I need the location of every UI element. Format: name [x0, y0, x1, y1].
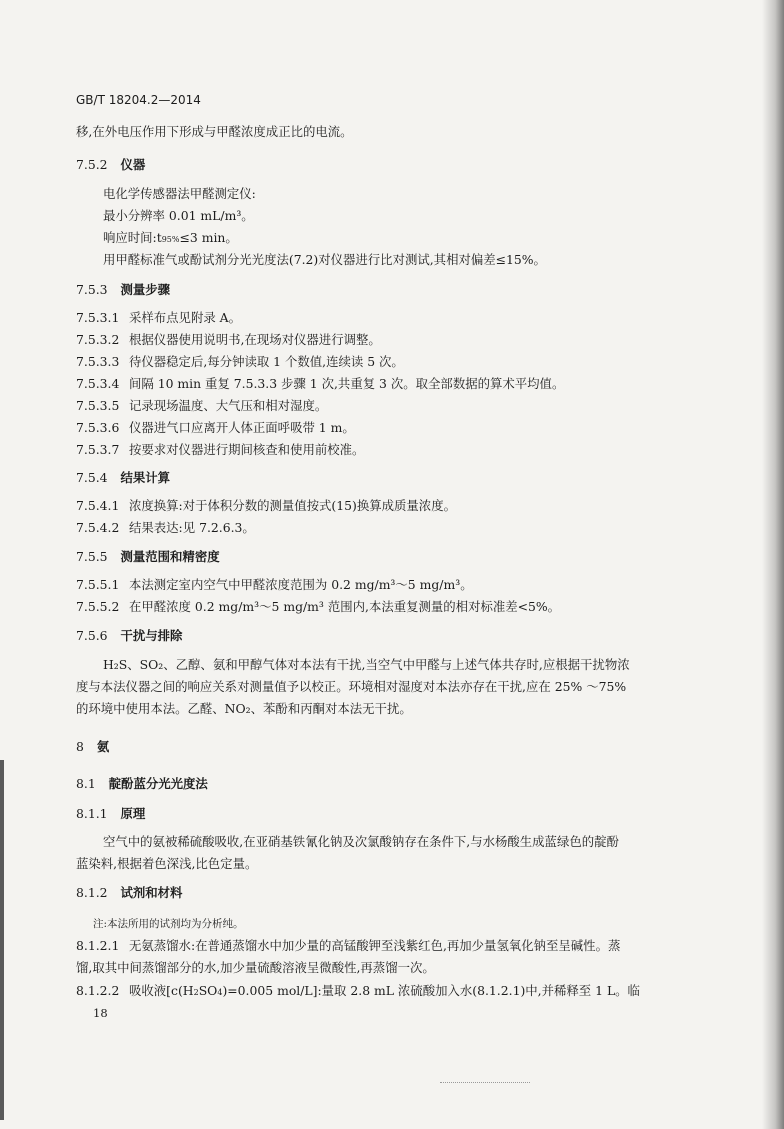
clause-text-part: SO [198, 983, 218, 998]
chapter-8-heading [76, 739, 109, 755]
clause-number: 7.5.4.1 [76, 498, 120, 513]
clause-number: 7.5.3.1 [76, 310, 120, 325]
clause-text: 根据仪器使用说明书,在现场对仪器进行调整。 [129, 332, 381, 347]
clause-7-5-3-3 [76, 354, 404, 370]
paragraph-line: 电化学传感器法甲醛测定仪: [103, 186, 256, 201]
clause-number: 8.1.2.2 [76, 983, 120, 998]
clause-text: 按要求对仪器进行期间核查和使用前校准。 [129, 442, 365, 457]
section-number: 7.5.6 [76, 628, 108, 643]
clause-7-5-3-6 [76, 420, 355, 436]
section-7-5-6-heading [76, 628, 182, 644]
subscript: 95% [161, 235, 180, 244]
clause-number: 7.5.5.1 [76, 577, 120, 592]
clause-text: 仪器进气口应离开人体正面呼吸带 1 m。 [129, 420, 355, 435]
paragraph-line: 馏,取其中间蒸馏部分的水,加少量硫酸溶液呈微酸性,再蒸馏一次。 [76, 960, 435, 975]
clause-number: 7.5.4.2 [76, 520, 120, 535]
section-title: 测量范围和精密度 [120, 549, 220, 564]
clause-7-5-3-1 [76, 310, 241, 326]
section-title: 氨 [96, 739, 110, 754]
clause-text: 在甲醛浓度 0.2 mg/m³～5 mg/m³ 范围内,本法重复测量的相对标准差<5%。 [129, 599, 561, 614]
section-number: 7.5.2 [76, 157, 108, 172]
paragraph-line: 蓝染料,根据着色深浅,比色定量。 [76, 856, 258, 871]
section-8-1-1-heading [76, 806, 145, 822]
subscript: 2 [193, 988, 199, 997]
section-number: 8 [76, 739, 84, 754]
response-time-value: ≤3 min。 [179, 230, 238, 245]
clause-7-5-3-5 [76, 398, 327, 414]
clause-7-5-5-1 [76, 577, 473, 593]
clause-number: 7.5.3.3 [76, 354, 120, 369]
paragraph-line: 度与本法仪器之间的响应关系对测量值予以校正。环境相对湿度对本法亦存在干扰,应在 25% ～75% [76, 679, 627, 694]
clause-8-1-2-1 [76, 938, 620, 954]
clause-text: 采样布点见附录 A。 [129, 310, 242, 325]
clause-text-part: 吸收液[c(H [129, 983, 194, 998]
section-number: 7.5.4 [76, 470, 108, 485]
response-time-label: 响应时间:t [103, 230, 162, 245]
clause-8-1-2-2 [76, 983, 640, 1001]
section-7-5-3-heading [76, 282, 170, 298]
clause-7-5-3-7 [76, 442, 364, 458]
clause-7-5-3-2 [76, 332, 381, 348]
section-number: 7.5.5 [76, 549, 108, 564]
clause-number: 8.1.2.1 [76, 938, 120, 953]
clause-7-5-4-1 [76, 498, 456, 514]
section-title: 结果计算 [120, 470, 171, 485]
clause-text: 本法测定室内空气中甲醛浓度范围为 0.2 mg/m³～5 mg/m³。 [129, 577, 473, 592]
paragraph-line: 的环境中使用本法。乙醛、NO₂、苯酚和丙酮对本法无干扰。 [76, 701, 412, 716]
section-title: 干扰与排除 [120, 628, 183, 643]
clause-text: 浓度换算:对于体积分数的测量值按式(15)换算成质量浓度。 [129, 498, 456, 513]
page-number: 18 [93, 1006, 108, 1020]
clause-text: 无氨蒸馏水:在普通蒸馏水中加少量的高锰酸钾至浅紫红色,再加少量氢氧化钠至呈碱性。蒸 [129, 938, 621, 953]
section-7-5-2-heading [76, 157, 145, 173]
section-number: 8.1 [76, 776, 96, 791]
section-title: 测量步骤 [120, 282, 171, 297]
clause-number: 7.5.3.5 [76, 398, 120, 413]
section-number: 8.1.1 [76, 806, 108, 821]
section-title: 原理 [120, 806, 146, 821]
response-time-line [103, 230, 238, 248]
clause-7-5-3-4 [76, 376, 564, 392]
section-title: 试剂和材料 [120, 885, 183, 900]
clause-text: 间隔 10 min 重复 7.5.3.3 步骤 1 次,共重复 3 次。取全部数据的算术平均值。 [129, 376, 565, 391]
clause-number: 7.5.3.7 [76, 442, 120, 457]
section-8-1-heading [76, 776, 208, 792]
scan-edge-shadow [762, 0, 784, 1129]
clause-number: 7.5.3.4 [76, 376, 120, 391]
paragraph-line: 空气中的氨被稀硫酸吸收,在亚硝基铁氰化钠及次氯酸钠存在条件下,与水杨酸生成蓝绿色的靛酚 [103, 834, 619, 849]
scan-edge-shadow [0, 760, 4, 1120]
section-title: 靛酚蓝分光光度法 [108, 776, 208, 791]
clause-text: 记录现场温度、大气压和相对湿度。 [129, 398, 328, 413]
standard-header: GB/T 18204.2—2014 [76, 93, 201, 107]
section-number: 7.5.3 [76, 282, 108, 297]
section-7-5-5-heading [76, 549, 220, 565]
paragraph-line: 用甲醛标准气或酚试剂分光光度法(7.2)对仪器进行比对测试,其相对偏差≤15%。 [103, 252, 546, 267]
section-8-1-2-heading [76, 885, 182, 901]
subscript: 4 [217, 988, 223, 997]
section-number: 8.1.2 [76, 885, 108, 900]
clause-text-part: )=0.005 mol/L]:量取 2.8 mL 浓硫酸加入水(8.1.2.1)中,并稀释至 1 L。临 [222, 983, 640, 998]
scan-artifact [440, 1082, 530, 1083]
clause-number: 7.5.3.2 [76, 332, 120, 347]
section-title: 仪器 [120, 157, 146, 172]
paragraph-line: H₂S、SO₂、乙醇、氨和甲醇气体对本法有干扰,当空气中甲醛与上述气体共存时,应根据干扰物浓 [103, 657, 630, 672]
clause-number: 7.5.3.6 [76, 420, 120, 435]
clause-7-5-4-2 [76, 520, 255, 536]
paragraph-line: 最小分辨率 0.01 mL/m³。 [103, 208, 254, 223]
clause-7-5-5-2 [76, 599, 560, 615]
section-7-5-4-heading [76, 470, 170, 486]
note: 注:本法所用的试剂均为分析纯。 [93, 918, 244, 930]
clause-text: 待仪器稳定后,每分钟读取 1 个数值,连续读 5 次。 [129, 354, 404, 369]
clause-text: 结果表达:见 7.2.6.3。 [129, 520, 255, 535]
clause-number: 7.5.5.2 [76, 599, 120, 614]
paragraph-line: 移,在外电压作用下形成与甲醛浓度成正比的电流。 [76, 124, 353, 139]
